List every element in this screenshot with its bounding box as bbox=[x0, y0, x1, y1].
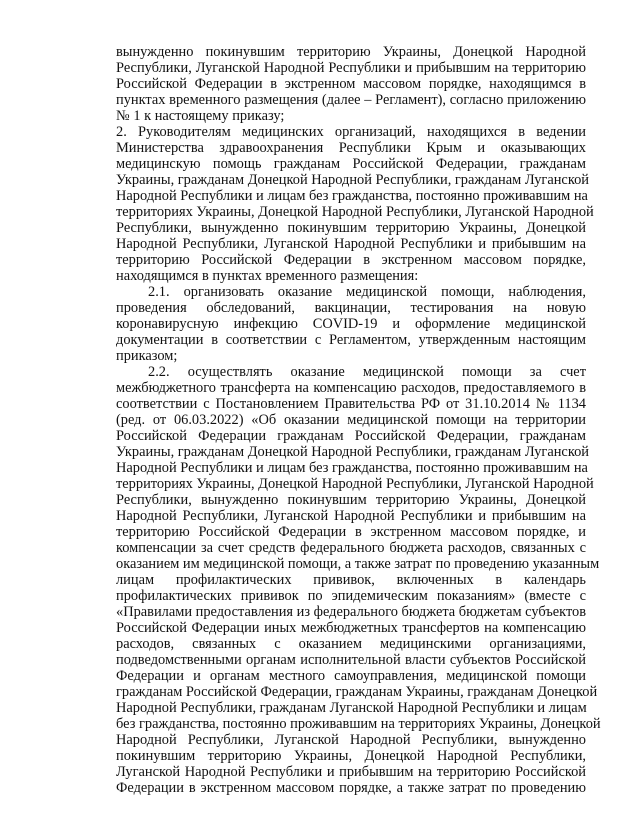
text-line: профилактических прививок по эпидемическим показаниям» (вместе с bbox=[116, 588, 586, 604]
text-line: вынужденно покинувшим территорию Украины, Донецкой Народной bbox=[116, 44, 586, 60]
text-line: 2.2. осуществлять оказание медицинской помощи за счет bbox=[148, 364, 586, 380]
text-line: документации в соответствии с Регламентом, утвержденным настоящим bbox=[116, 332, 586, 348]
text-line: подведомственными органам исполнительной власти субъектов Российской bbox=[116, 652, 586, 668]
text-line: компенсации за счет средств федерального бюджета расходов, связанных с bbox=[116, 540, 586, 556]
text-line: территориях Украины, Донецкой Народной Республики, Луганской Народной bbox=[116, 204, 594, 220]
text-line: гражданам Российской Федерации, гражданам Украины, гражданам Донецкой bbox=[116, 684, 598, 700]
text-line: пунктах временного размещения (далее – Регламент), согласно приложению bbox=[116, 92, 586, 108]
text-line: Российской Федерации в экстренном массовом порядке, находящимся в bbox=[116, 76, 586, 92]
text-line: Министерства здравоохранения Республики Крым и оказывающих bbox=[116, 140, 586, 156]
text-line: Народной Республики, Луганской Народной Республики, вынужденно bbox=[116, 732, 586, 748]
text-line: Республики, вынужденно покинувшим территорию Украины, Донецкой bbox=[116, 220, 586, 236]
text-line: Народной Республики, гражданам Луганской Народной Республики и лицам bbox=[116, 700, 587, 716]
text-line: 2.1. организовать оказание медицинской помощи, наблюдения, bbox=[148, 284, 586, 300]
text-line: Украины, гражданам Донецкой Народной Республики, гражданам Луганской bbox=[116, 172, 589, 188]
text-line: Народной Республики и лицам без гражданства, постоянно проживавшим на bbox=[116, 460, 588, 476]
text-line: расходов, связанных с оказанием медицинскими организациями, bbox=[116, 636, 586, 652]
text-line: лицам профилактических прививок, включенных в календарь bbox=[116, 572, 586, 588]
text-line: территориях Украины, Донецкой Народной Республики, Луганской Народной bbox=[116, 476, 594, 492]
text-line: (ред. от 06.03.2022) «Об оказании медицинской помощи на территории bbox=[116, 412, 586, 428]
text-line: Российской Федерации гражданам Российской Федерации, гражданам bbox=[116, 428, 586, 444]
text-line: проведения обследований, вакцинации, тестирования на новую bbox=[116, 300, 586, 316]
text-line: «Правилами предоставления из федерального бюджета бюджетам субъектов bbox=[116, 604, 587, 620]
text-line: медицинскую помощь гражданам Российской Федерации, гражданам bbox=[116, 156, 586, 172]
text-line: Республики, Луганской Народной Республики и прибывшим на территорию bbox=[116, 60, 586, 76]
text-line: находящимся в пунктах временного размещения: bbox=[116, 268, 419, 284]
text-line: покинувшим территорию Украины, Донецкой Народной Республики, bbox=[116, 748, 586, 764]
text-line: коронавирусную инфекцию COVID-19 и оформление медицинской bbox=[116, 316, 586, 332]
text-line: № 1 к настоящему приказу; bbox=[116, 108, 285, 124]
text-line: Федерации и органам местного самоуправления, медицинской помощи bbox=[116, 668, 586, 684]
text-line: Федерации в экстренном массовом порядке, а также затрат по проведению bbox=[116, 780, 586, 796]
text-line: Республики, вынужденно покинувшим территорию Украины, Донецкой bbox=[116, 492, 586, 508]
text-line: приказом; bbox=[116, 348, 178, 364]
text-line: 2. Руководителям медицинских организаций, находящихся в ведении bbox=[116, 124, 586, 140]
text-line: Народной Республики, Луганской Народной Республики и прибывшим на bbox=[116, 236, 586, 252]
text-line: оказанием им медицинской помощи, а также затрат по проведению указанным bbox=[116, 556, 600, 572]
text-line: Народной Республики и лицам без гражданства, постоянно проживавшим на bbox=[116, 188, 588, 204]
text-line: межбюджетного трансферта на компенсацию расходов, предоставляемого в bbox=[116, 380, 586, 396]
text-line: территорию Российской Федерации в экстренном массовом порядке, и bbox=[116, 524, 586, 540]
text-line: соответствии с Постановлением Правительства РФ от 31.10.2014 № 1134 bbox=[116, 396, 586, 412]
text-line: Российской Федерации иных межбюджетных трансфертов на компенсацию bbox=[116, 620, 586, 636]
text-line: без гражданства, постоянно проживавшим на территориях Украины, Донецкой bbox=[116, 716, 601, 732]
text-line: Народной Республики, Луганской Народной Республики и прибывшим на bbox=[116, 508, 586, 524]
text-line: Луганской Народной Республики и прибывшим на территорию Российской bbox=[116, 764, 586, 780]
text-line: территорию Российской Федерации в экстренном массовом порядке, bbox=[116, 252, 586, 268]
text-line: Украины, гражданам Донецкой Народной Республики, гражданам Луганской bbox=[116, 444, 589, 460]
